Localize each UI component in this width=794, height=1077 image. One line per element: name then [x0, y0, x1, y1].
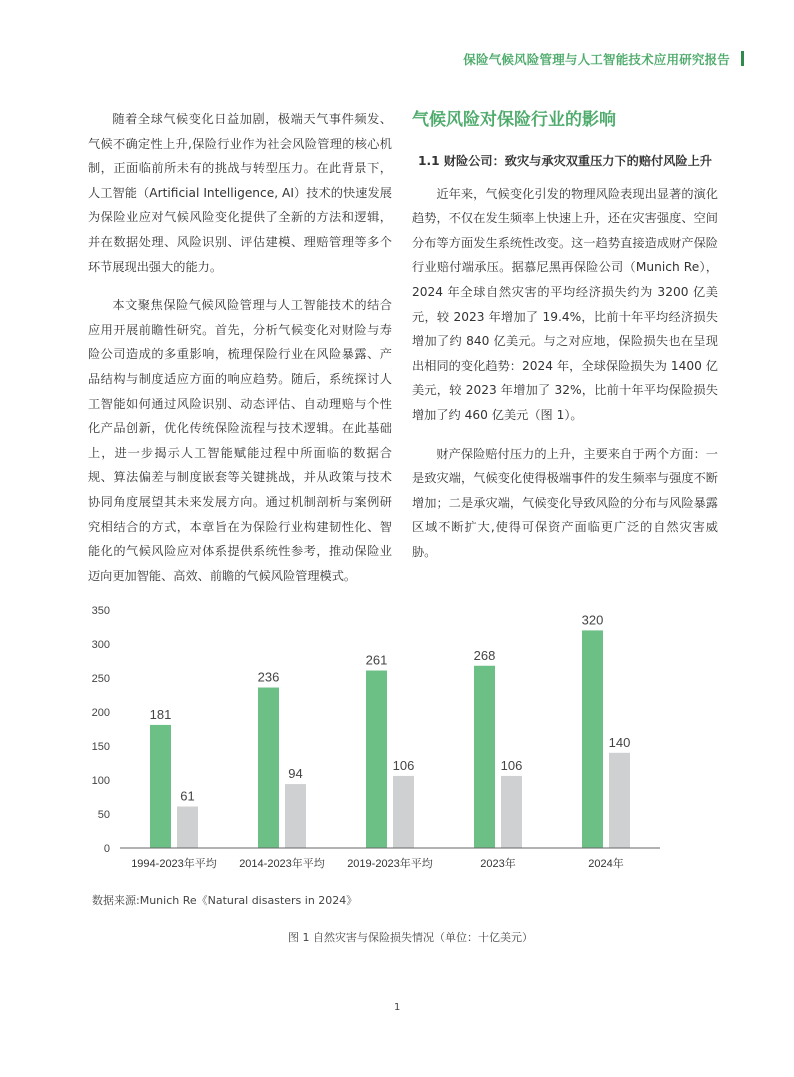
- bar-insured-loss: [177, 807, 198, 848]
- section-column: [412, 107, 718, 565]
- bar-economic-loss: [258, 688, 279, 848]
- bar-economic-loss: [474, 666, 495, 848]
- x-category-label: 2024年: [588, 858, 624, 870]
- y-tick-label: 200: [91, 707, 110, 719]
- loss-bar-chart: [80, 595, 700, 885]
- y-tick-label: 350: [91, 605, 110, 617]
- bar-data-label: 140: [608, 734, 631, 750]
- figure-caption: 图 1 自然灾害与保险损失情况（单位：十亿美元）: [288, 931, 533, 944]
- figure-source: 数据来源:Munich Re《Natural disasters in 2024》: [92, 894, 358, 907]
- bar-data-label: 236: [257, 669, 280, 685]
- intro-paragraph: 本文聚焦保险气候风险管理与人工智能技术的结合应用开展前瞻性研究。首先，分析气候变化对财险与寿险公司造成的多重影响，梳理保险行业在风险暴露、产品结构与制度适应方面的响应趋势。随后，系统探讨人工智能如何通过风险识别、动态评估、自动理赔与个性化产品创新，优化传统保险流程与技术逻辑。在此基础上，进一步揭示人工智能赋能过程中所面临的数据合规、算法偏差与制度嵌套等关键挑战，并从政策与技术协同角度展望其未来发展方向。通过机制剖析与案例研究相结合的方式，本章旨在为保险行业构建韧性化、智能化的气候风险应对体系提供系统性参考，推动保险业迈向更加智能、高效、前瞻的气候风险管理模式。: [88, 298, 392, 583]
- body-paragraph: 近年来，气候变化引发的物理风险表现出显著的演化趋势，不仅在发生频率上快速上升，还在灾害强度、空间分布等方面发生系统性改变。这一趋势直接造成财产保险行业赔付端承压。据慕尼黑再保险公司（Munich Re），2024 年全球自然灾害的平均经济损失约为 3200 亿美元，较 2023 年增加了 19.4%，比前十年平均经济损失增加了约 840 亿美元。与之对应地，保险损失也在呈现出相同的变化趋势：2024 年，全球保险损失为 1400 亿美元，较 2023 年增加了 32%，比前十年平均保险损失增加了约 460 亿美元（图 1）。: [412, 186, 718, 422]
- section-title: 气候风险对保险行业的影响: [412, 110, 616, 130]
- intro-paragraph: 随着全球气候变化日益加剧，极端天气事件频发、气候不确定性上升,保险行业作为社会风险管理的核心机制，正面临前所未有的挑战与转型压力。在此背景下，人工智能（Artificial Intelligence, AI）技术的快速发展为保险业应对气候风险变化提供了全新的方法和逻辑，并在数据处理、风险识别、评估建模、理赔管理等多个环节展现出强大的能力。: [88, 112, 392, 274]
- subsection-title: 1.1 财险公司：致灾与承灾双重压力下的赔付风险上升: [418, 154, 712, 168]
- y-tick-label: 150: [91, 741, 110, 753]
- y-tick-label: 100: [91, 775, 110, 787]
- y-tick-label: 250: [91, 673, 110, 685]
- y-tick-label: 50: [97, 809, 110, 821]
- bar-economic-loss: [366, 671, 387, 848]
- bar-data-label: 268: [473, 647, 496, 663]
- x-category-label: 2014-2023年平均: [239, 858, 325, 870]
- bar-data-label: 61: [180, 788, 195, 804]
- bar-data-label: 94: [288, 766, 303, 782]
- intro-column: [88, 107, 392, 588]
- bar-data-label: 106: [392, 757, 415, 773]
- bar-insured-loss: [501, 776, 522, 848]
- bar-data-label: 106: [500, 757, 523, 773]
- y-tick-label: 0: [103, 843, 110, 855]
- y-tick-label: 300: [91, 639, 110, 651]
- bar-economic-loss: [150, 725, 171, 848]
- bar-insured-loss: [285, 784, 306, 848]
- bar-insured-loss: [609, 753, 630, 848]
- x-category-label: 2023年: [480, 858, 516, 870]
- header-accent-bar: [741, 51, 744, 66]
- report-header-title: 保险气候风险管理与人工智能技术应用研究报告: [463, 52, 730, 67]
- bar-insured-loss: [393, 776, 414, 848]
- page-number: 1: [394, 1002, 401, 1013]
- bar-data-label: 320: [581, 612, 604, 628]
- bar-economic-loss: [582, 630, 603, 848]
- x-category-label: 1994-2023年平均: [131, 858, 217, 870]
- bar-data-label: 261: [365, 652, 388, 668]
- body-paragraph: 财产保险赔付压力的上升，主要来自于两个方面：一是致灾端，气候变化使得极端事件的发生频率与强度不断增加；二是承灾端，气候变化导致风险的分布与风险暴露区域不断扩大,使得可保资产面临更广泛的自然灾害威胁。: [412, 446, 718, 559]
- bar-data-label: 181: [149, 706, 172, 722]
- x-category-label: 2019-2023年平均: [347, 858, 433, 870]
